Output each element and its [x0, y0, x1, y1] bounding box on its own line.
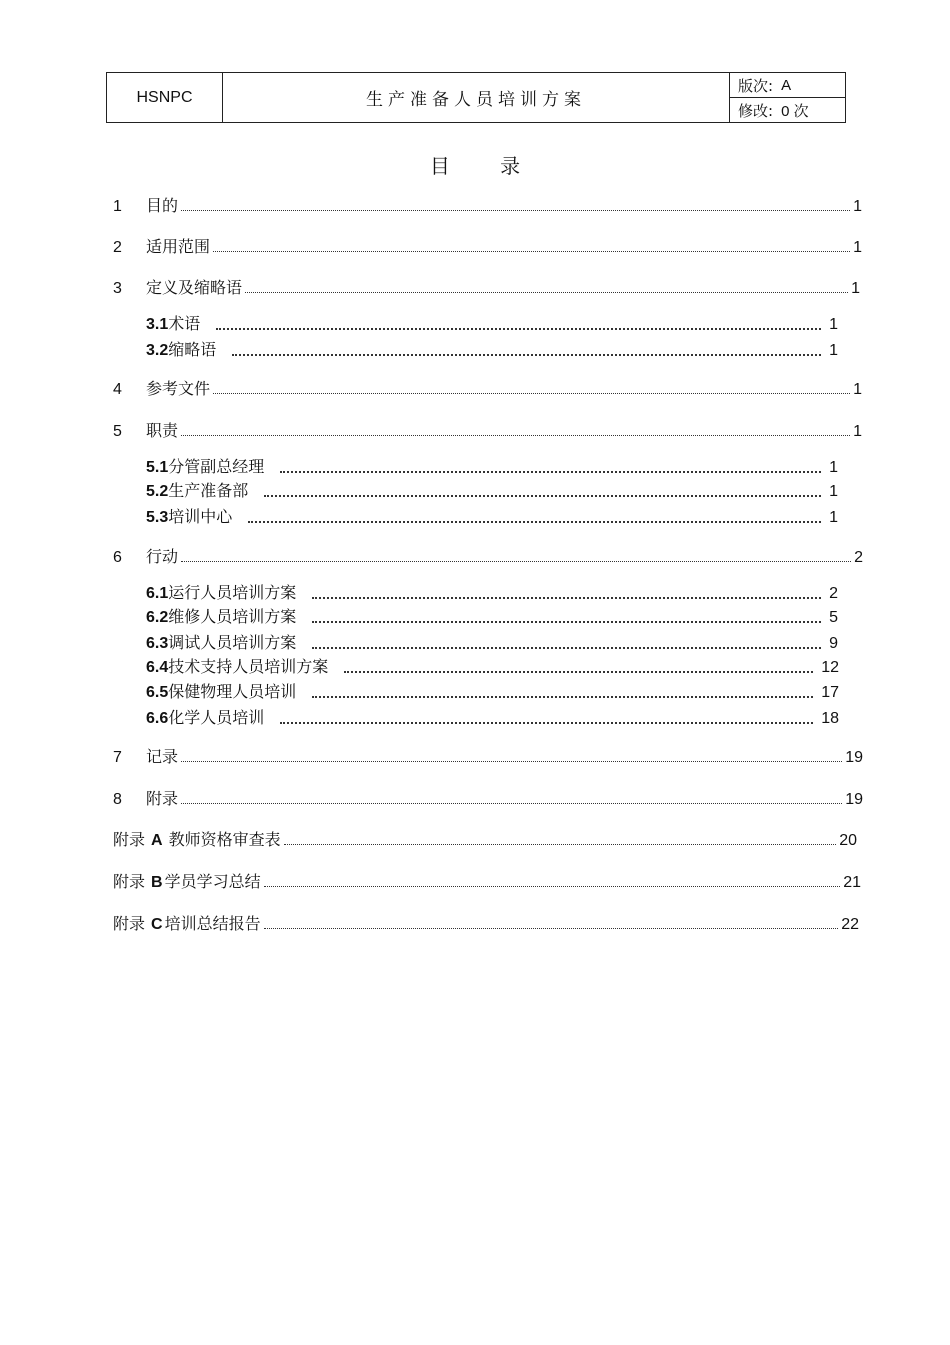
- dot-leader: [312, 620, 821, 623]
- toc-entry-page: 19: [845, 749, 863, 766]
- dot-leader: [264, 885, 841, 887]
- toc-entry-label: 维修人员培训方案: [168, 607, 297, 626]
- toc-entry-page: 1: [829, 316, 838, 333]
- toc-entry-label: 生产准备部: [168, 481, 249, 500]
- document-title: 生产准备人员培训方案: [223, 73, 730, 122]
- toc-entry-label: 目的: [146, 196, 179, 215]
- toc-entry-page: 9: [829, 635, 838, 652]
- toc-entry-page: 1: [853, 381, 862, 398]
- toc-entry[interactable]: [113, 195, 862, 217]
- toc-entry-number: 5.3: [146, 509, 169, 526]
- dot-leader: [344, 670, 813, 673]
- dot-leader: [213, 392, 850, 394]
- toc-entry-page: 2: [829, 585, 838, 602]
- version-label: 版次:: [738, 76, 774, 95]
- dot-leader: [216, 327, 821, 330]
- dot-leader: [181, 802, 842, 804]
- toc-entry-label: 运行人员培训方案: [168, 583, 297, 602]
- toc-entry-page: 22: [841, 916, 859, 933]
- toc-entry-number: 6.5: [146, 684, 169, 701]
- toc-entry-page: 5: [829, 609, 838, 626]
- toc-entry-label: 化学人员培训: [168, 708, 265, 727]
- toc-subentry[interactable]: [146, 707, 839, 729]
- toc-entry-number: 6.6: [146, 710, 169, 727]
- toc-entry-label: 技术支持人员培训方案: [168, 657, 329, 676]
- toc-entry-page: 1: [853, 239, 862, 256]
- toc-entry-page: 2: [854, 549, 863, 566]
- toc-entry-page: 19: [845, 791, 863, 808]
- toc-subentry[interactable]: [146, 632, 838, 654]
- dot-leader: [245, 291, 848, 293]
- toc-entry-label: 保健物理人员培训: [168, 682, 297, 701]
- toc-entry-label: 记录: [146, 747, 179, 766]
- toc-subentry[interactable]: [146, 656, 839, 678]
- toc-entry-page: 20: [839, 832, 857, 849]
- toc-entry-label: 术语: [168, 314, 201, 333]
- revision-cell: [730, 98, 845, 122]
- toc-entry-label: 定义及缩略语: [146, 278, 243, 297]
- toc-entry-page: 1: [829, 342, 838, 359]
- toc-entry-page: 1: [829, 459, 838, 476]
- appendix-prefix: 附录: [113, 872, 146, 891]
- toc-entry-label: 培训中心: [168, 507, 233, 526]
- toc-appendix-entry[interactable]: [113, 913, 859, 935]
- toc-entry-label: 培训总结报告: [164, 914, 261, 933]
- toc-entry-label: 职责: [146, 421, 179, 440]
- dot-leader: [280, 721, 813, 724]
- revision-value: 0 次: [781, 102, 809, 120]
- toc-entry[interactable]: [113, 420, 862, 442]
- toc-entry-number: 5.1: [146, 459, 169, 476]
- appendix-prefix: 附录: [113, 914, 146, 933]
- appendix-key: C: [151, 916, 163, 933]
- dot-leader: [232, 353, 821, 356]
- toc-subentry[interactable]: [146, 506, 838, 528]
- toc-entry-number: 2: [113, 239, 122, 256]
- dot-leader: [264, 494, 821, 497]
- dot-leader: [181, 434, 850, 436]
- dot-leader: [213, 250, 850, 252]
- toc-subentry[interactable]: [146, 313, 838, 335]
- toc-appendix-entry[interactable]: [113, 829, 857, 851]
- toc-entry-number: 3.1: [146, 316, 169, 333]
- toc-entry[interactable]: [113, 236, 862, 258]
- toc-entry-number: 5: [113, 423, 122, 440]
- toc-entry-number: 8: [113, 791, 122, 808]
- toc-heading: 目 录: [429, 154, 521, 178]
- toc-entry-number: 5.2: [146, 483, 169, 500]
- toc-entry-page: 18: [821, 710, 839, 727]
- toc-subentry[interactable]: [146, 339, 838, 361]
- toc-subentry[interactable]: [146, 480, 838, 502]
- version-cell: [730, 73, 845, 98]
- toc-subentry[interactable]: [146, 606, 838, 628]
- dot-leader: [264, 927, 839, 929]
- toc-entry-number: 6.4: [146, 659, 169, 676]
- dot-leader: [181, 560, 851, 562]
- toc-entry-page: 1: [851, 280, 860, 297]
- toc-entry-label: 附录: [146, 789, 179, 808]
- toc-entry-page: 1: [853, 198, 862, 215]
- appendix-key: A: [151, 832, 163, 849]
- dot-leader: [181, 760, 842, 762]
- dot-leader: [181, 209, 850, 211]
- toc-entry-number: 3.2: [146, 342, 169, 359]
- version-info: [730, 73, 845, 122]
- appendix-prefix: 附录: [113, 830, 146, 849]
- toc-entry-number: 6.1: [146, 585, 169, 602]
- dot-leader: [312, 646, 821, 649]
- toc-entry-number: 7: [113, 749, 122, 766]
- toc-subentry[interactable]: [146, 456, 838, 478]
- dot-leader: [312, 596, 821, 599]
- toc-entry-page: 1: [829, 509, 838, 526]
- toc-entry-label: 缩略语: [168, 340, 217, 359]
- organization-code: HSNPC: [107, 73, 223, 122]
- toc-entry-label: 教师资格审查表: [168, 830, 281, 849]
- dot-leader: [280, 470, 821, 473]
- toc-entry-page: 12: [821, 659, 839, 676]
- toc-subentry[interactable]: [146, 681, 839, 703]
- dot-leader: [284, 843, 837, 845]
- toc-entry-number: 3: [113, 280, 122, 297]
- toc-appendix-entry[interactable]: [113, 871, 861, 893]
- toc-subentry[interactable]: [146, 582, 838, 604]
- toc-entry-label: 参考文件: [146, 379, 211, 398]
- toc-entry-page: 17: [821, 684, 839, 701]
- toc-entry[interactable]: [113, 277, 860, 299]
- toc-entry-label: 分管副总经理: [168, 457, 265, 476]
- dot-leader: [312, 695, 813, 698]
- dot-leader: [248, 520, 821, 523]
- version-value: A: [781, 76, 792, 94]
- toc-entry-label: 学员学习总结: [164, 872, 261, 891]
- toc-entry[interactable]: [113, 546, 863, 568]
- toc-entry[interactable]: [113, 378, 862, 400]
- revision-label: 修改:: [738, 101, 774, 120]
- toc-entry[interactable]: [113, 788, 863, 810]
- toc-entry-number: 6.2: [146, 609, 169, 626]
- appendix-key: B: [151, 874, 163, 891]
- toc-entry-page: 1: [853, 423, 862, 440]
- toc-entry-label: 行动: [146, 547, 179, 566]
- toc-entry-label: 适用范围: [146, 237, 211, 256]
- toc-entry-number: 6.3: [146, 635, 169, 652]
- toc-entry-page: 1: [829, 483, 838, 500]
- toc-entry-number: 4: [113, 381, 122, 398]
- document-header-table: [106, 72, 846, 123]
- toc-entry-page: 21: [843, 874, 861, 891]
- toc-entry-number: 6: [113, 549, 122, 566]
- toc-entry-label: 调试人员培训方案: [168, 633, 297, 652]
- toc-entry[interactable]: [113, 746, 863, 768]
- toc-entry-number: 1: [113, 198, 122, 215]
